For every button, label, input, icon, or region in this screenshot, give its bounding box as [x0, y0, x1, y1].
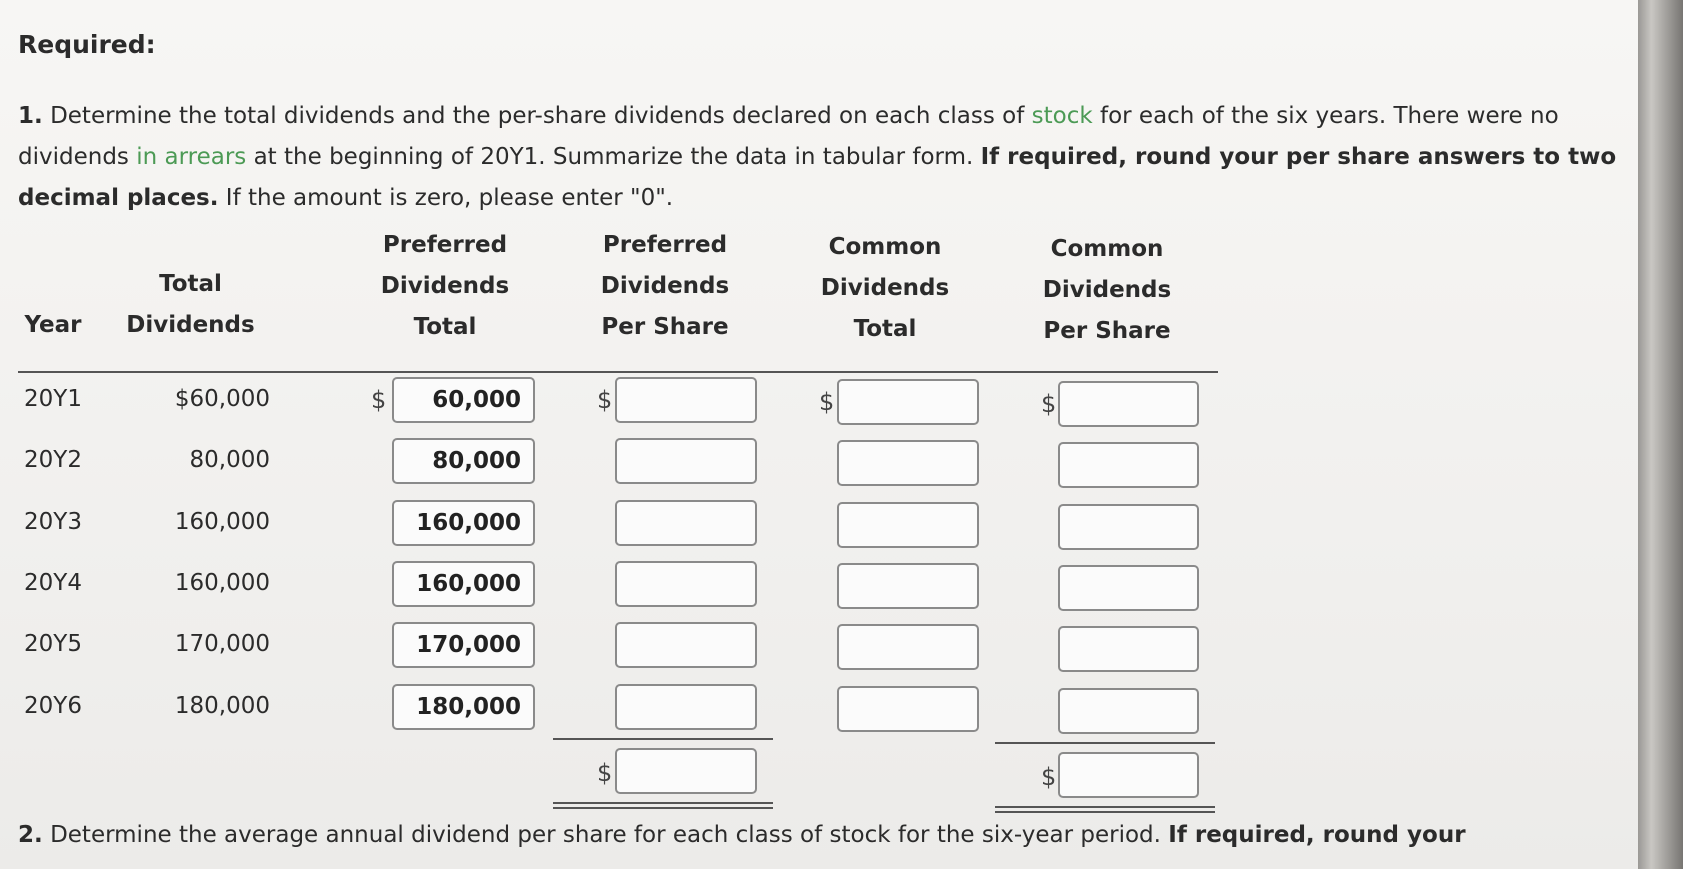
common-per-share-input[interactable]	[1058, 442, 1199, 488]
common-total-input[interactable]	[837, 563, 979, 609]
year-cell: 20Y6	[24, 693, 82, 719]
arrears-link[interactable]: in arrears	[136, 144, 247, 170]
header-preferred-per-share	[585, 225, 745, 348]
preferred-total-input[interactable]: 170,000	[392, 622, 535, 668]
header-year	[18, 305, 88, 346]
page-edge-shadow	[1638, 0, 1683, 869]
question-1-part2: for each of the six years. There were no dividends	[18, 103, 1559, 170]
year-cell: 20Y4	[24, 570, 82, 596]
preferred-total-input[interactable]: 180,000	[392, 684, 535, 730]
common-per-share-input[interactable]	[1058, 504, 1199, 550]
year-cell: 20Y5	[24, 631, 82, 657]
subtotal-line-common	[995, 742, 1215, 744]
header-underline	[18, 371, 1218, 373]
question-2-number: 2.	[18, 822, 43, 848]
question-1-number: 1.	[18, 103, 43, 129]
header-preferred-total	[365, 225, 525, 348]
header-common-ps-line1: Common	[1050, 236, 1164, 262]
header-common-total-line1: Common	[828, 234, 942, 260]
common-per-share-total-input[interactable]	[1058, 752, 1199, 798]
total-dividends-cell: 160,000	[174, 509, 270, 535]
question-1-text	[18, 96, 1618, 219]
preferred-per-share-input[interactable]	[615, 500, 757, 546]
year-cell: 20Y3	[24, 509, 82, 535]
preferred-total-input[interactable]: 60,000	[392, 377, 535, 423]
double-underline-common-top	[995, 806, 1215, 808]
preferred-total-input[interactable]: 160,000	[392, 500, 535, 546]
common-per-share-input[interactable]	[1058, 565, 1199, 611]
header-pref-total-line2: Dividends	[380, 273, 510, 299]
common-total-input[interactable]	[837, 379, 979, 425]
common-total-input[interactable]	[837, 686, 979, 732]
common-per-share-input[interactable]	[1058, 688, 1199, 734]
header-common-ps-line2: Dividends	[1042, 277, 1172, 303]
common-per-share-input[interactable]	[1058, 626, 1199, 672]
stock-link[interactable]: stock	[1031, 103, 1093, 129]
header-year-line1: Year	[24, 312, 82, 338]
header-total-line1: Total	[159, 271, 222, 297]
header-common-ps-line3: Per Share	[1043, 318, 1171, 344]
question-2-body: Determine the average annual dividend per share for each class of stock for the six-year period.	[50, 822, 1169, 848]
question-1-part4: If the amount is zero, please enter "0".	[218, 185, 674, 211]
preferred-per-share-input[interactable]	[615, 377, 757, 423]
question-2-bold: If required, round your	[1168, 822, 1466, 848]
common-total-input[interactable]	[837, 440, 979, 486]
dollar-sign: $	[1041, 763, 1057, 791]
question-2-text	[18, 822, 1638, 848]
year-cell: 20Y2	[24, 447, 82, 473]
common-total-input[interactable]	[837, 502, 979, 548]
question-1-part3: at the beginning of 20Y1. Summarize the data in tabular form.	[246, 144, 981, 170]
header-common-per-share	[1027, 229, 1187, 352]
total-dividends-cell: $60,000	[174, 386, 270, 412]
header-pref-ps-line3: Per Share	[601, 314, 729, 340]
total-dividends-cell: 160,000	[174, 570, 270, 596]
header-total-line2: Dividends	[126, 312, 255, 338]
header-common-total	[805, 227, 965, 350]
question-1-part1: Determine the total dividends and the per-share dividends declared on each class of	[50, 103, 1032, 129]
double-underline-common-bottom	[995, 811, 1215, 813]
preferred-total-input[interactable]: 160,000	[392, 561, 535, 607]
header-pref-ps-line2: Dividends	[600, 273, 730, 299]
dollar-sign: $	[371, 386, 387, 414]
required-heading: Required:	[18, 30, 156, 59]
rounding-instruction: If required, round your per share answers to two decimal places.	[18, 144, 1617, 211]
subtotal-line-preferred	[553, 738, 773, 740]
preferred-per-share-input[interactable]	[615, 561, 757, 607]
preferred-per-share-input[interactable]	[615, 622, 757, 668]
total-dividends-cell: 180,000	[174, 693, 270, 719]
header-pref-ps-line1: Preferred	[602, 232, 728, 258]
preferred-per-share-input[interactable]	[615, 684, 757, 730]
preferred-per-share-total-input[interactable]	[615, 748, 757, 794]
preferred-per-share-input[interactable]	[615, 438, 757, 484]
common-per-share-input[interactable]	[1058, 381, 1199, 427]
header-pref-total-line3: Total	[413, 314, 477, 340]
year-cell: 20Y1	[24, 386, 82, 412]
header-pref-total-line1: Preferred	[382, 232, 508, 258]
preferred-total-input[interactable]: 80,000	[392, 438, 535, 484]
header-common-total-line3: Total	[853, 316, 917, 342]
total-dividends-cell: 170,000	[174, 631, 270, 657]
double-underline-preferred-top	[553, 802, 773, 804]
dollar-sign: $	[819, 388, 835, 416]
dollar-sign: $	[597, 386, 613, 414]
double-underline-preferred-bottom	[553, 807, 773, 809]
header-common-total-line2: Dividends	[820, 275, 950, 301]
total-dividends-cell: 80,000	[189, 447, 270, 473]
common-total-input[interactable]	[837, 624, 979, 670]
dollar-sign: $	[1041, 390, 1057, 418]
dollar-sign: $	[597, 759, 613, 787]
header-total-dividends	[118, 264, 263, 346]
